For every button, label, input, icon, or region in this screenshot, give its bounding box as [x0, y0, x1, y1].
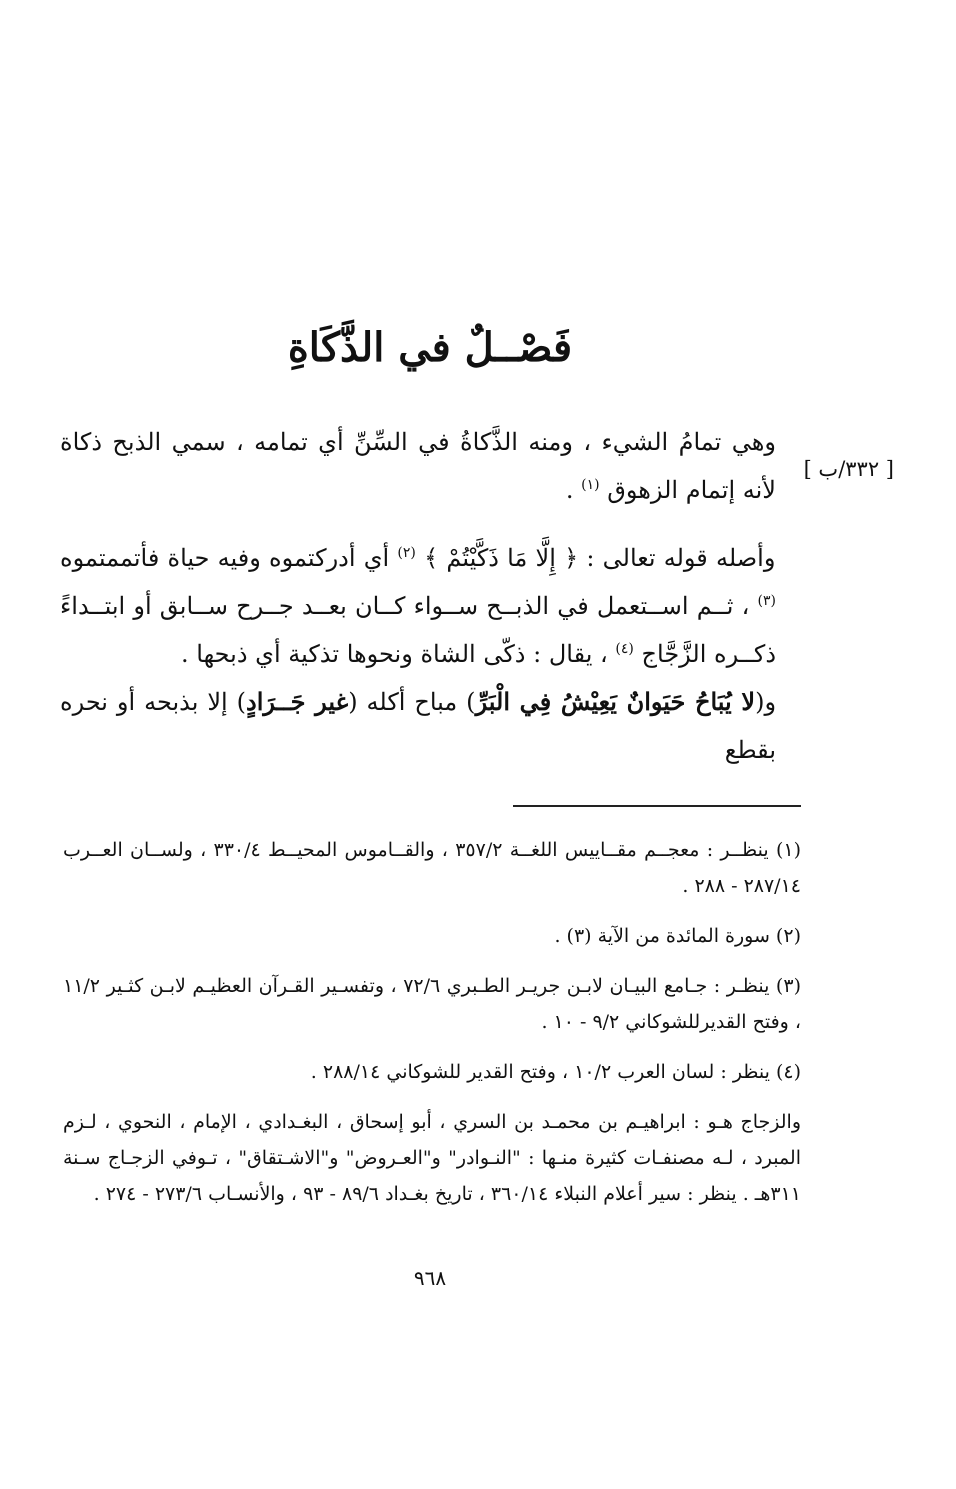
paragraph-3-bold-phrase-1: لا يُبَاحُ حَيَوانٌ يَعِيْشُ فِي الْبَرِّ	[475, 687, 756, 716]
footnote-ref-3: (٣)	[757, 593, 776, 609]
paragraph-2-verse: وأصله قوله تعالى : ﴿ إِلَّا مَا ذَكَّيْتُمْ ﴾	[424, 544, 776, 572]
paragraph-3	[60, 678, 776, 774]
footnote-separator	[513, 805, 801, 807]
paragraph-2-text-a: أي أدركتموه وفيه حياة فأتممتموه	[60, 544, 390, 572]
paragraph-1-text: وهي تمامُ الشيء ، ومنه الذَّكاةُ في السِّنِّ أي تمامه ، سمي الذبح ذكاة لأنه إتمام الزهوق	[60, 428, 777, 504]
footnote-ref-1: (١)	[581, 477, 600, 493]
paragraph-3-end: ) إلا بذبحه أو نحره بقطع	[60, 688, 776, 764]
paragraph-3-middle: ) مباح أكله (	[348, 688, 476, 716]
paragraph-2	[60, 534, 776, 678]
page-number: ٩٦٨	[413, 1266, 447, 1290]
paragraph-2-text-b: ، ثــم اســتعمل في الذبــح ســواء كــان بعــد جــرح ســابق أو ابتــداءً ذكــره الزَّجَّاج	[60, 592, 776, 668]
footnote-1: (١) ينظــر : معجــم مقــاييس اللغــة ٣٥٧/٢ ، والقــاموس المحيــط ٣٣٠/٤ ، ولســان العــرب ٢٨٧/١٤ - ٢٨٨ .	[63, 839, 801, 897]
main-text	[60, 418, 776, 774]
footnote-biography: والزجاج هـو : ابراهيـم بن محمـد بن السري ، أبو إسحاق ، البغـدادي ، الإمام ، النحوي ، لـزم المبرد ، لـه مصنفـات كثيرة منـها : "النـوادر" و"العـروض" و"الاشـتقاق" ، تـوفي الزجـاج سـنة ٣١١هـ . ينظر : سير أعلام النبلاء ٣٦٠/١٤ ، تاريخ بغـداد ٨٩/٦ - ٩٣ ، والأنسـاب ٢٧٣/٦ - ٢٧٤ .	[63, 1111, 802, 1205]
paragraph-3-open: و(	[755, 688, 777, 716]
section-heading: فَصْــلٌ في الذَّكَاةِ	[287, 324, 573, 371]
margin-folio-note: [ ٣٣٢/ب ]	[803, 457, 894, 481]
footnotes	[63, 832, 801, 1226]
footnote-2: (٢) سورة المائدة من الآية (٣) .	[554, 925, 801, 947]
footnote-3: (٣) ينظـر : جـامع البيـان لابـن جريـر الطـبري ٧٢/٦ ، وتفسـير القـرآن العظيـم لابـن كثـير ١١/٢ ، وفتح القديرللشوكاني ٩/٢ - ١٠ .	[63, 975, 801, 1033]
paragraph-1-end: .	[565, 476, 574, 504]
footnote-4: (٤) ينظر : لسان العرب ١٠/٢ ، وفتح القدير للشوكاني ٢٨٨/١٤ .	[310, 1061, 801, 1083]
footnote-ref-4: (٤)	[615, 641, 634, 657]
footnote-ref-2: (٢)	[397, 545, 416, 561]
paragraph-2-text-c: ، يقال : ذكّى الشاة ونحوها تذكية أي ذبحها .	[181, 640, 608, 668]
paragraph-1	[60, 418, 776, 514]
paragraph-3-bold-phrase-2: غير جَــرَادٍ	[246, 687, 349, 716]
